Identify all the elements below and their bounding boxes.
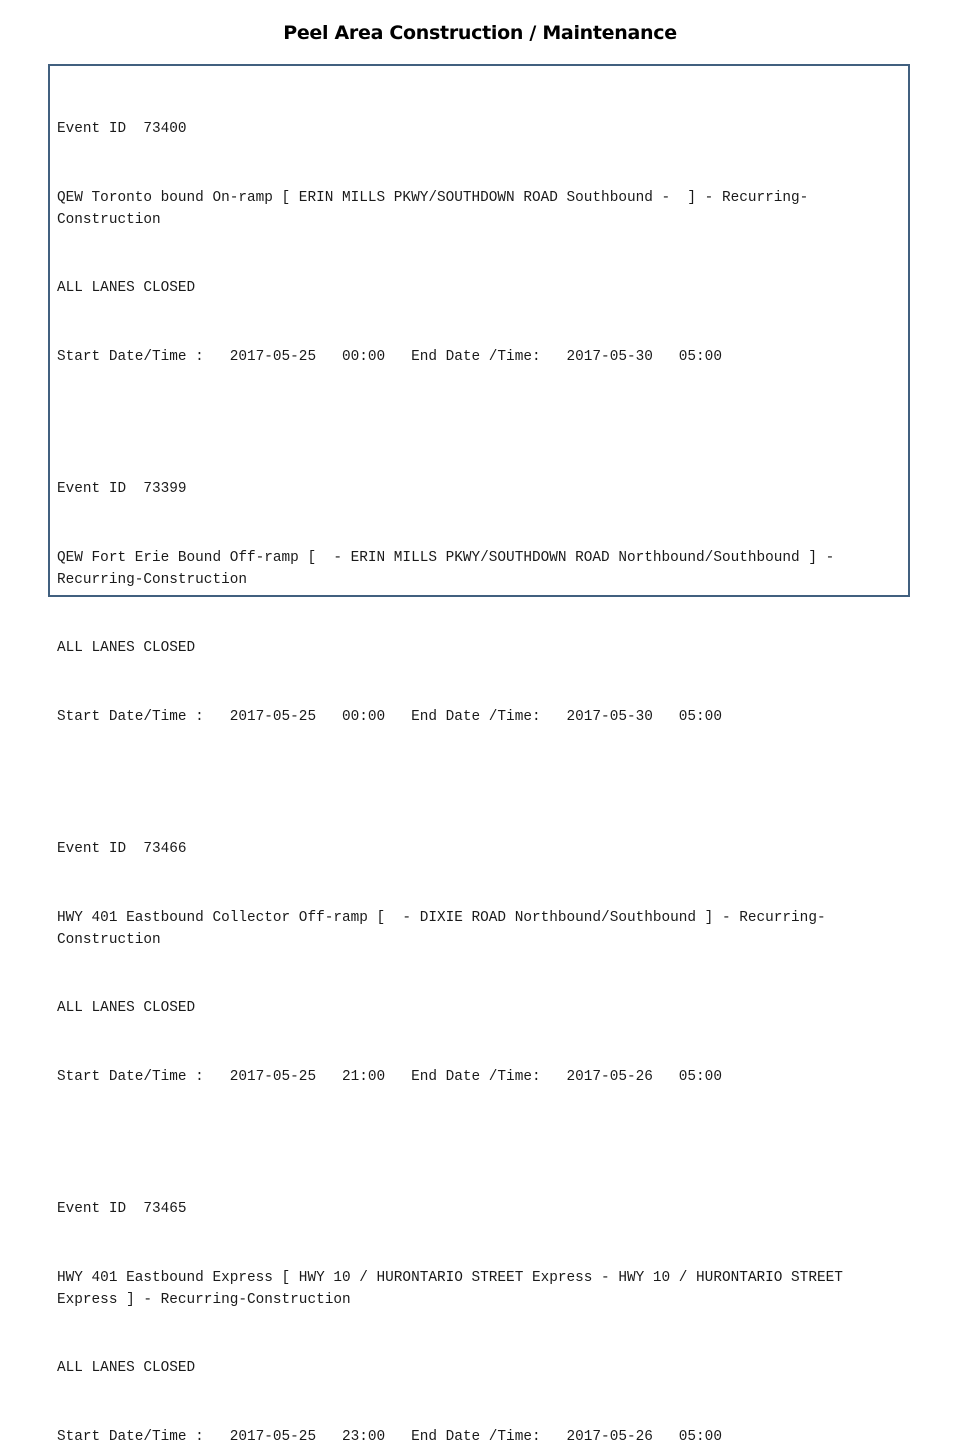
event-status: ALL LANES CLOSED [57,1000,196,1016]
event-id: Event ID 73399 [57,481,187,497]
event-entry [57,792,902,1135]
event-dates: Start Date/Time : 2017-05-25 23:00 End Date /Time: 2017-05-26 05:00 [57,1429,722,1440]
event-location: QEW Toronto bound On-ramp [ ERIN MILLS PKWY/SOUTHDOWN ROAD Southbound - ] - Recurring-Construction [57,190,809,228]
event-entry [57,72,902,415]
event-id: Event ID 73466 [57,841,187,857]
event-dates: Start Date/Time : 2017-05-25 00:00 End Date /Time: 2017-05-30 05:00 [57,349,722,365]
event-id: Event ID 73465 [57,1201,187,1217]
event-entry [57,1152,902,1440]
event-location: HWY 401 Eastbound Collector Off-ramp [ - DIXIE ROAD Northbound/Southbound ] - Recurring-Construction [57,910,826,948]
event-location: QEW Fort Erie Bound Off-ramp [ - ERIN MILLS PKWY/SOUTHDOWN ROAD Northbound/Southbound ] - Recurring-Construction [57,550,843,588]
event-entry [57,432,902,775]
event-status: ALL LANES CLOSED [57,640,196,656]
event-status: ALL LANES CLOSED [57,1360,196,1376]
event-dates: Start Date/Time : 2017-05-25 21:00 End Date /Time: 2017-05-26 05:00 [57,1069,722,1085]
event-status: ALL LANES CLOSED [57,280,196,296]
event-location: HWY 401 Eastbound Express [ HWY 10 / HURONTARIO STREET Express - HWY 10 / HURONTARIO STREET Express ] - Recurring-Construction [57,1270,852,1308]
event-dates: Start Date/Time : 2017-05-25 00:00 End Date /Time: 2017-05-30 05:00 [57,709,722,725]
event-id: Event ID 73400 [57,121,187,137]
event-list [48,64,910,1440]
page-title: Peel Area Construction / Maintenance [283,22,677,44]
